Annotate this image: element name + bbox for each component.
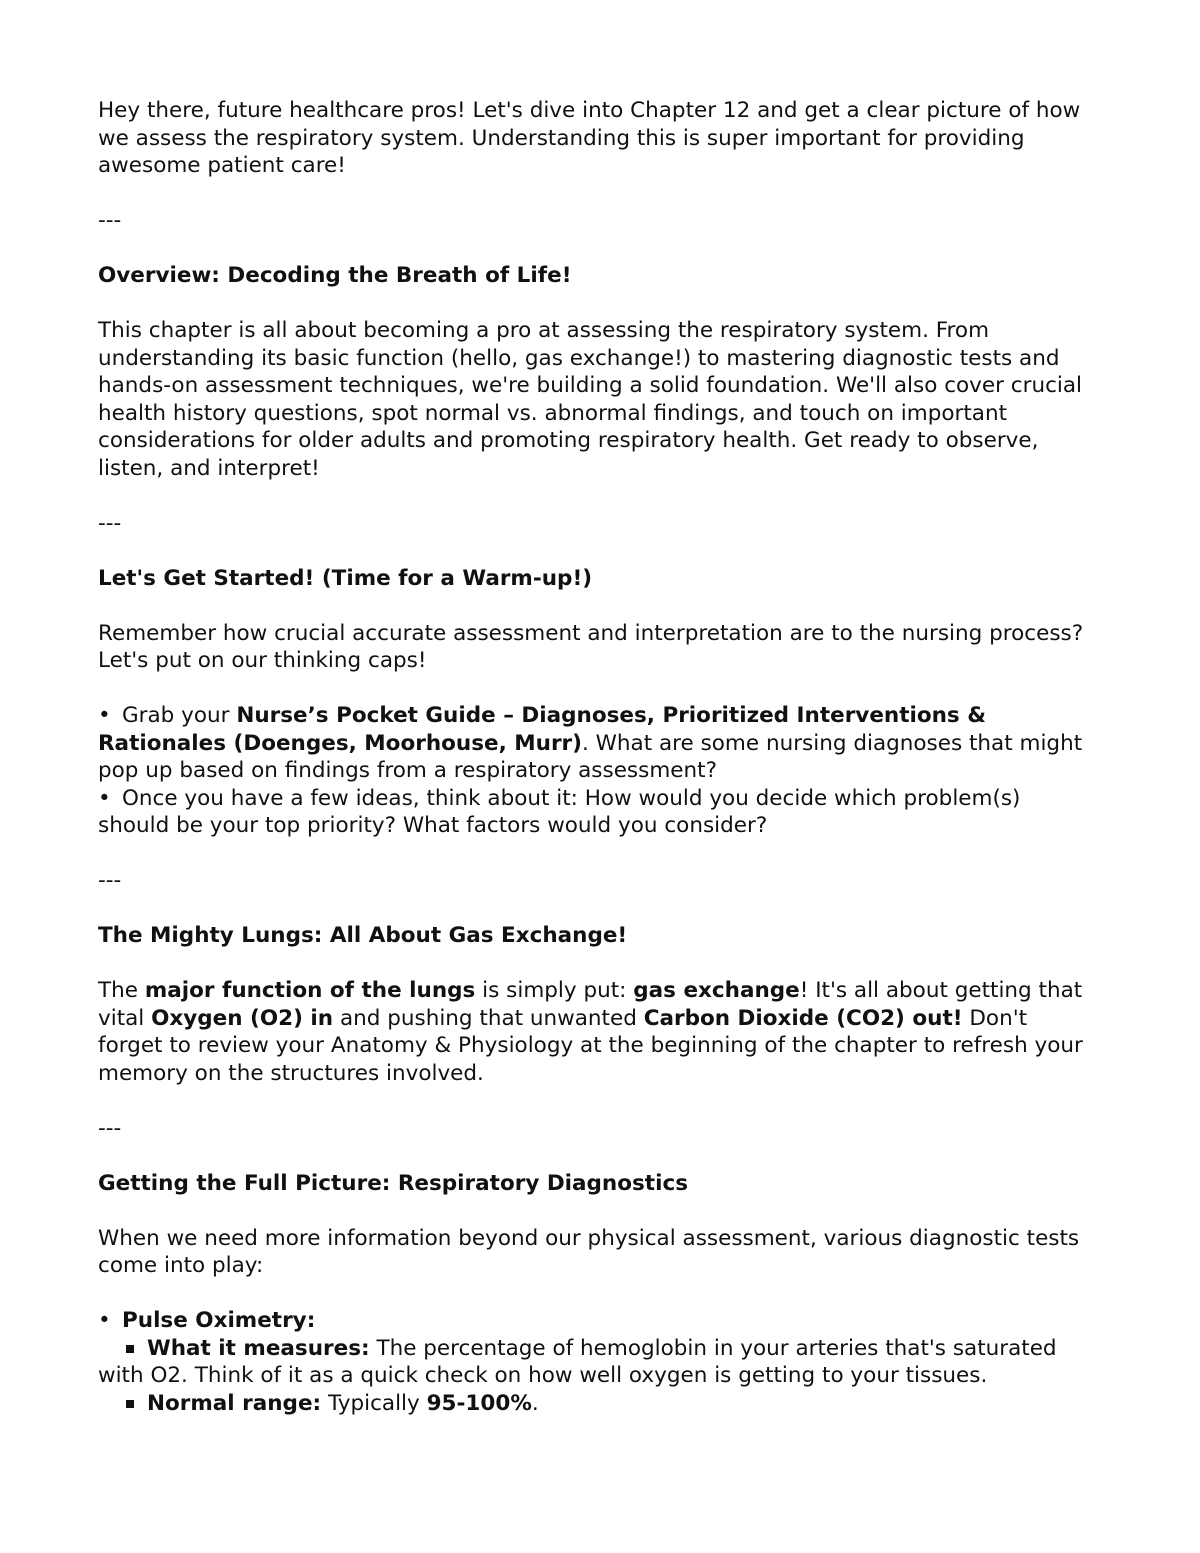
text-run: is simply put: <box>475 978 634 1003</box>
measures-label: What it measures: <box>147 1335 370 1361</box>
separator: --- <box>98 868 122 893</box>
warmup-heading: Let's Get Started! (Time for a Warm-up!) <box>98 565 593 591</box>
bold-run: Carbon Dioxide (CO2) out! <box>643 1005 963 1031</box>
bold-run: Oxygen (O2) in <box>151 1005 334 1031</box>
bullet-text: Once you have a few ideas, think about it: How would you decide which problem(s) should be your top priority? What factors would you consider? <box>98 785 1021 838</box>
intro-paragraph: Hey there, future healthcare pros! Let's dive into Chapter 12 and get a clear picture of how we assess the respiratory system. Understanding this is super important for providing awesome patient care! <box>98 98 1081 178</box>
document-page <box>98 97 1098 1417</box>
range-value: 95-100% <box>426 1390 532 1416</box>
range-label: Normal range: <box>147 1390 322 1416</box>
lungs-paragraph <box>98 977 1098 1087</box>
bullet-marker: • <box>98 785 111 811</box>
pulse-ox-measures <box>98 1335 1098 1390</box>
overview-heading: Overview: Decoding the Breath of Life! <box>98 263 572 288</box>
diagnostics-heading: Getting the Full Picture: Respiratory Diagnostics <box>98 1170 688 1196</box>
text-run: ! It's all about getting that vital <box>98 978 1083 1031</box>
pulse-ox-range <box>98 1390 1098 1418</box>
square-bullet-icon <box>126 1400 134 1408</box>
text-run: The <box>98 978 145 1003</box>
warmup-paragraph: Remember how crucial accurate assessment and interpretation are to the nursing process? Let's put on our thinking caps! <box>98 620 1084 673</box>
separator: --- <box>98 510 122 536</box>
lungs-heading: The Mighty Lungs: All About Gas Exchange! <box>98 923 628 948</box>
pulse-ox-bullet <box>98 1307 1098 1335</box>
warmup-bullet-1 <box>98 702 1098 785</box>
text-run: and pushing that unwanted <box>333 1005 644 1031</box>
diagnostics-paragraph: When we need more information beyond our physical assessment, various diagnostic tests come into play: <box>98 1225 1080 1278</box>
book-title: Nurse’s Pocket Guide – Diagnoses, Prioritized Interventions & Rationales (Doenges, Moorhouse, Murr) <box>98 703 986 756</box>
separator: --- <box>98 208 122 233</box>
pulse-ox-label: Pulse Oximetry: <box>122 1308 316 1333</box>
text-run: Don't forget to review your Anatomy & Physiology at the beginning of the chapter to refresh your memory on the structures involved. <box>98 1005 1083 1086</box>
bold-run: gas exchange <box>633 978 800 1003</box>
range-text: Typically <box>321 1390 427 1416</box>
square-bullet-icon <box>126 1345 134 1353</box>
bullet-marker: • <box>98 1308 111 1333</box>
warmup-bullet-2 <box>98 785 1098 840</box>
measures-text: The percentage of hemoglobin in your arteries that's saturated with O2. Think of it as a quick check on how well oxygen is getting to your tissues. <box>98 1335 1057 1388</box>
bullet-text: Grab your <box>122 703 237 728</box>
range-end: . <box>531 1390 539 1416</box>
bullet-text: . What are some nursing diagnoses that might pop up based on findings from a respiratory assessment? <box>98 730 1083 783</box>
overview-paragraph: This chapter is all about becoming a pro at assessing the respiratory system. From understanding its basic function (hello, gas exchange!) to mastering diagnostic tests and hands-on assessment techniques, we're building a solid foundation. We'll also cover crucial health history questions, spot normal vs. abnormal findings, and touch on important considerations for older adults and promoting respiratory health. Get ready to observe, listen, and interpret! <box>98 318 1083 481</box>
separator: --- <box>98 1115 122 1141</box>
bold-run: major function of the lungs <box>144 978 476 1003</box>
bullet-marker: • <box>98 703 111 728</box>
